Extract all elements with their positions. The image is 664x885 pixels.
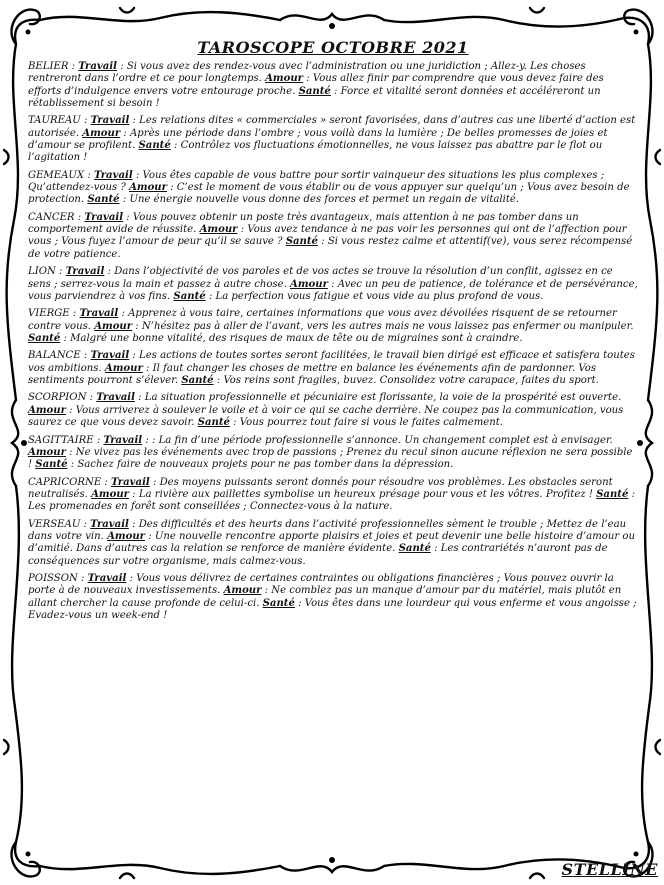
work-text: Les actions de toutes sortes seront facilitées, le travail bien dirigé est efficace et satisfera toutes vos ambitions. (28, 350, 635, 374)
work-label: Travail (65, 266, 105, 278)
health-text: Vous êtes dans une lourdeur qui vous enferme et vous angoisse ; Evadez-vous un week-end ! (28, 597, 637, 621)
health-label: Santé (197, 417, 230, 429)
sign-entry-vierge: VIERGE : Travail : Apprenez à vous taire, certaines informations que vous avez dévoilées risquent de se retourner contre vous. Amour : N’hésitez pas à aller de l’avant, vers les autres mais ne vous laissez pas enfermer ou manipuler. Santé : Malgré une bonne vitalité, des risques de maux de tête ou de migraines sont à craindre. (28, 308, 634, 344)
sign-name: CANCER (28, 211, 75, 223)
health-label: Santé (173, 290, 206, 302)
health-text: Les contrariétés n’auront pas de conséquences sur votre organisme, mais calmez-vous. (28, 543, 608, 567)
health-label: Santé (35, 459, 68, 471)
work-text: Vous êtes capable de vous battre pour sortir vainqueur des situations les plus complexes ; Qu’attendez-vous ? (28, 169, 605, 194)
health-label: Santé (28, 332, 61, 344)
love-text: N’hésitez pas à aller de l’avant, vers les autres mais ne vous laissez pas enfermer ou manipuler. (141, 320, 634, 332)
love-label: Amour (265, 73, 303, 85)
health-text: Contrôlez vos fluctuations émotionnelles, ne vous laissez pas abattre par le flot ou l’agitation ! (28, 139, 603, 164)
sign-name: BELIER (28, 61, 69, 72)
love-text: Après une période dans l’ombre ; vous voilà dans la lumière ; De belles promesses de joies et d’amour se profilent. (28, 127, 608, 151)
work-label: Travail (93, 169, 133, 181)
love-label: Amour (223, 585, 262, 597)
love-label: Amour (28, 446, 66, 458)
health-label: Santé (298, 85, 331, 97)
sign-entry-taureau: TAUREAU : Travail : Les relations dites « commerciales » seront favorisées, dans d’autres cas une liberté d’action est autorisée. Amour : Après une période dans l’ombre ; vous voilà dans la lumière ; De belles promesses de joies et d’amour se profilent. Santé : Contrôlez vos fluctuations émotionnelles, ne vous laissez pas abattre par le flot ou l’agitation ! (28, 115, 636, 164)
love-text: Ne comblez pas un manque d’amour par du matériel, mais plutôt en allant chercher la cause profonde de celui-ci. (28, 585, 622, 609)
health-label: Santé (596, 488, 629, 500)
sign-entry-poisson: POISSON : Travail : Vous vous délivrez de certaines contraintes ou obligations financières ; Vous pouvez ouvrir la porte à de nouveaux investissements. Amour : Ne comblez pas un manque d’amour par du matériel, mais plutôt en allant chercher la cause profonde de celui-ci. Santé : Vous êtes dans une lourdeur qui vous enferme et vous angoisse ; Evadez-vous un week-end ! (28, 573, 637, 621)
health-label: Santé (262, 597, 295, 609)
health-text: Les promenades en forêt sont conseillées ; Connectez-vous à la nature. (28, 501, 393, 513)
sign-name: VERSEAU (28, 518, 81, 530)
sign-name: LION (28, 266, 56, 278)
work-text: Les relations dites « commerciales » seront favorisées, dans d’autres cas une liberté d’action est autorisée. (28, 115, 636, 139)
love-text: Une nouvelle rencontre apporte plaisirs et joies et peut devenir une belle histoire d’amour ou d’amitié. Dans d’autres cas la relation se renforce de manière évidente. (28, 530, 635, 555)
health-label: Santé (398, 543, 431, 555)
sign-entry-lion: LION : Travail : Dans l’objectivité de vos paroles et de vos actes se trouve la résolution d’un conflit, agissez en ce sens ; serrez-vous la main et passez à autre chose. Amour : Avec un peu de patience, de tolérance et de persévérance, vous parviendrez à vos fins. Santé : La perfection vous fatigue et vous vide au plus profond de vous. (28, 266, 638, 302)
sign-name: SAGITTAIRE (28, 434, 94, 446)
sign-entry-gemeaux: GEMEAUX : Travail : Vous êtes capable de vous battre pour sortir vainqueur des situations les plus complexes ; Qu’attendez-vous ? Amour : C’est le moment de vous établir ou de vous appuyer sur quelqu’un ; Vous avez besoin de protection. Santé : Une énergie nouvelle vous donne des forces et permet un regain de vitalité. (28, 169, 630, 206)
love-label: Amour (107, 530, 145, 542)
health-text: Si vous restez calme et attentif(ve), vous serez récompensé de votre patience. (28, 236, 633, 260)
sign-name: GEMEAUX (28, 169, 85, 181)
sign-name: TAUREAU (28, 115, 81, 127)
love-text: C’est le moment de vous établir ou de vous appuyer sur quelqu’un ; Vous avez besoin de protection. (28, 182, 630, 206)
work-text: La situation professionnelle et pécuniaire est florissante, la voie de la prospérité est ouverte. (144, 392, 622, 404)
work-label: Travail (84, 211, 124, 223)
health-text: Vous pourrez tout faire si vous le faites calmement. (239, 417, 504, 429)
work-text: Des difficultés et des heurts dans l’activité professionnelles sèment le trouble ; Mettez de l’eau dans votre vin. (28, 518, 627, 542)
horoscope-document (28, 38, 638, 853)
work-label: Travail (90, 518, 129, 530)
health-text: Malgré une bonne vitalité, des risques de maux de tête ou de migraines sont à craindre. (70, 332, 523, 344)
love-text: Il faut changer les choses de mettre en balance les événements afin de pardonner. Vos sentiments pourront s’élever. (28, 362, 597, 386)
sign-name: BALANCE (28, 350, 81, 362)
sign-entry-scorpion: SCORPION : Travail : La situation professionnelle et pécuniaire est florissante, la voie de la prospérité est ouverte. Amour : Vous arriverez à soulever le voile et à voir ce qui se cache derrière. Ne coupez pas la communication, vous saurez ce que vous devez savoir. Santé : Vous pourrez tout faire si vous le faites calmement. (28, 392, 624, 429)
author-signature: STELLINE (561, 860, 658, 879)
love-label: Amour (28, 404, 66, 416)
work-text: Des moyens puissants seront donnés pour résoudre vos problèmes. Les obstacles seront neutralisés. (28, 476, 613, 500)
health-text: Une énergie nouvelle vous donne des forces et permet un regain de vitalité. (129, 194, 520, 206)
work-text: Dans l’objectivité de vos paroles et de vos actes se trouve la résolution d’un conflit, agissez en ce sens ; serrez-vous la main et passez à autre chose. (28, 266, 613, 290)
health-text: Force et vitalité seront données et accéléreront un rétablissement si besoin ! (28, 85, 601, 109)
work-label: Travail (79, 308, 119, 320)
love-label: Amour (82, 127, 121, 139)
health-text: Sachez faire de nouveaux projets pour ne pas tomber dans la dépression. (77, 459, 454, 471)
health-label: Santé (285, 236, 318, 248)
love-label: Amour (91, 488, 129, 500)
sign-entry-balance: BALANCE : Travail : Les actions de toutes sortes seront facilitées, le travail bien dirigé est efficace et satisfera toutes vos ambitions. Amour : Il faut changer les choses de mettre en balance les événements afin de pardonner. Vos sentiments pourront s’élever. Santé : Vos reins sont fragiles, buvez. Consolidez votre carapace, faites du sport. (28, 350, 635, 386)
page-title: TAROSCOPE OCTOBRE 2021 (197, 38, 469, 57)
sign-entry-verseau: VERSEAU : Travail : Des difficultés et des heurts dans l’activité professionnelles sèment le trouble ; Mettez de l’eau dans votre vin. Amour : Une nouvelle rencontre apporte plaisirs et joies et peut devenir une belle histoire d’amour ou d’amitié. Dans d’autres cas la relation se renforce de manière évidente. Santé : Les contrariétés n’auront pas de conséquences sur votre organisme, mais calmez-vous. (28, 518, 635, 567)
love-label: Amour (94, 320, 133, 332)
love-text: Vous allez finir par comprendre que vous devez faire des efforts d’indulgence envers votre entourage proche. (28, 73, 604, 97)
health-label: Santé (181, 374, 214, 386)
sign-name: CAPRICORNE (28, 476, 102, 488)
work-label: Travail (90, 350, 130, 362)
health-text: La perfection vous fatigue et vous vide au plus profond de vous. (215, 290, 544, 302)
sign-name: POISSON (28, 573, 78, 585)
sign-entry-belier: BELIER : Travail : Si vous avez des rendez-vous avec l’administration ou une juridiction ; Allez-y. Les choses rentreront dans l’ordre et ce pour longtemps. Amour : Vous allez finir par comprendre que vous devez faire des efforts d’indulgence envers votre entourage proche. Santé : Force et vitalité seront données et accéléreront un rétablissement si besoin ! (28, 61, 604, 109)
work-label: Travail (87, 573, 127, 585)
love-text: Avec un peu de patience, de tolérance et de persévérance, vous parviendrez à vos fins. (28, 278, 638, 302)
work-label: Travail (78, 61, 117, 72)
work-label: Travail (90, 115, 130, 127)
sign-entry-sagittaire: SAGITTAIRE : Travail : : La fin d’une période professionnelle s’annonce. Un changement complet est à envisager. Amour : Ne vivez pas les événements avec trop de passions ; Prenez du recul sinon aucune réflexion ne sera possible ! Santé : Sachez faire de nouveaux projets pour ne pas tomber dans la dépression. (28, 434, 633, 471)
work-label: Travail (111, 476, 150, 488)
love-label: Amour (104, 362, 143, 374)
health-text: Vos reins sont fragiles, buvez. Consolidez votre carapace, faites du sport. (223, 374, 599, 386)
love-text: Vous arriverez à soulever le voile et à voir ce qui se cache derrière. Ne coupez pas la communication, vous saurez ce que vous devez savoir. (28, 404, 624, 429)
sign-entry-cancer: CANCER : Travail : Vous pouvez obtenir un poste très avantageux, mais attention à ne pas tomber dans un comportement avide de réussite. Amour : Vous avez tendance à ne pas voir les personnes qui ont de l’affection pour vous ; Vous fuyez l’amour de peur qu’il se sauve ? Santé : Si vous restez calme et attentif(ve), vous serez récompensé de votre patience. (28, 211, 633, 260)
signs-list (28, 61, 638, 622)
love-label: Amour (129, 182, 167, 194)
work-label: Travail (103, 434, 143, 446)
health-label: Santé (87, 194, 120, 206)
love-label: Amour (199, 224, 238, 236)
work-text: Apprenez à vous taire, certaines informations que vous avez dévoilées risquent de se retourner contre vous. (28, 308, 617, 332)
work-text: Si vous avez des rendez-vous avec l’administration ou une juridiction ; Allez-y. Les choses rentreront dans l’ordre et ce pour longtemps. (28, 61, 586, 85)
sign-name: SCORPION (28, 392, 87, 404)
work-text: Vous pouvez obtenir un poste très avantageux, mais attention à ne pas tomber dans un comportement avide de réussite. (28, 211, 579, 236)
health-label: Santé (138, 139, 171, 151)
work-label: Travail (96, 392, 135, 404)
work-text: Vous vous délivrez de certaines contraintes ou obligations financières ; Vous pouvez ouvrir la porte à de nouveaux investissements. (28, 573, 614, 597)
love-text: Ne vivez pas les événements avec trop de passions ; Prenez du recul sinon aucune réflexion ne sera possible ! (28, 446, 633, 471)
work-text: : La fin d’une période professionnelle s’annonce. Un changement complet est à envisager. (151, 434, 613, 446)
sign-entry-capricorne: CAPRICORNE : Travail : Des moyens puissants seront donnés pour résoudre vos problèmes. Les obstacles seront neutralisés. Amour : La rivière aux paillettes symbolise un heureux présage pour vous et les vôtres. Profitez ! Santé : Les promenades en forêt sont conseillées ; Connectez-vous à la nature. (28, 476, 635, 513)
love-label: Amour (290, 278, 328, 290)
love-text: La rivière aux paillettes symbolise un heureux présage pour vous et les vôtres. Profitez ! (138, 488, 593, 500)
sign-name: VIERGE (28, 308, 70, 320)
love-text: Vous avez tendance à ne pas voir les personnes qui ont de l’affection pour vous ; Vous fuyez l’amour de peur qu’il se sauve ? (28, 224, 627, 248)
